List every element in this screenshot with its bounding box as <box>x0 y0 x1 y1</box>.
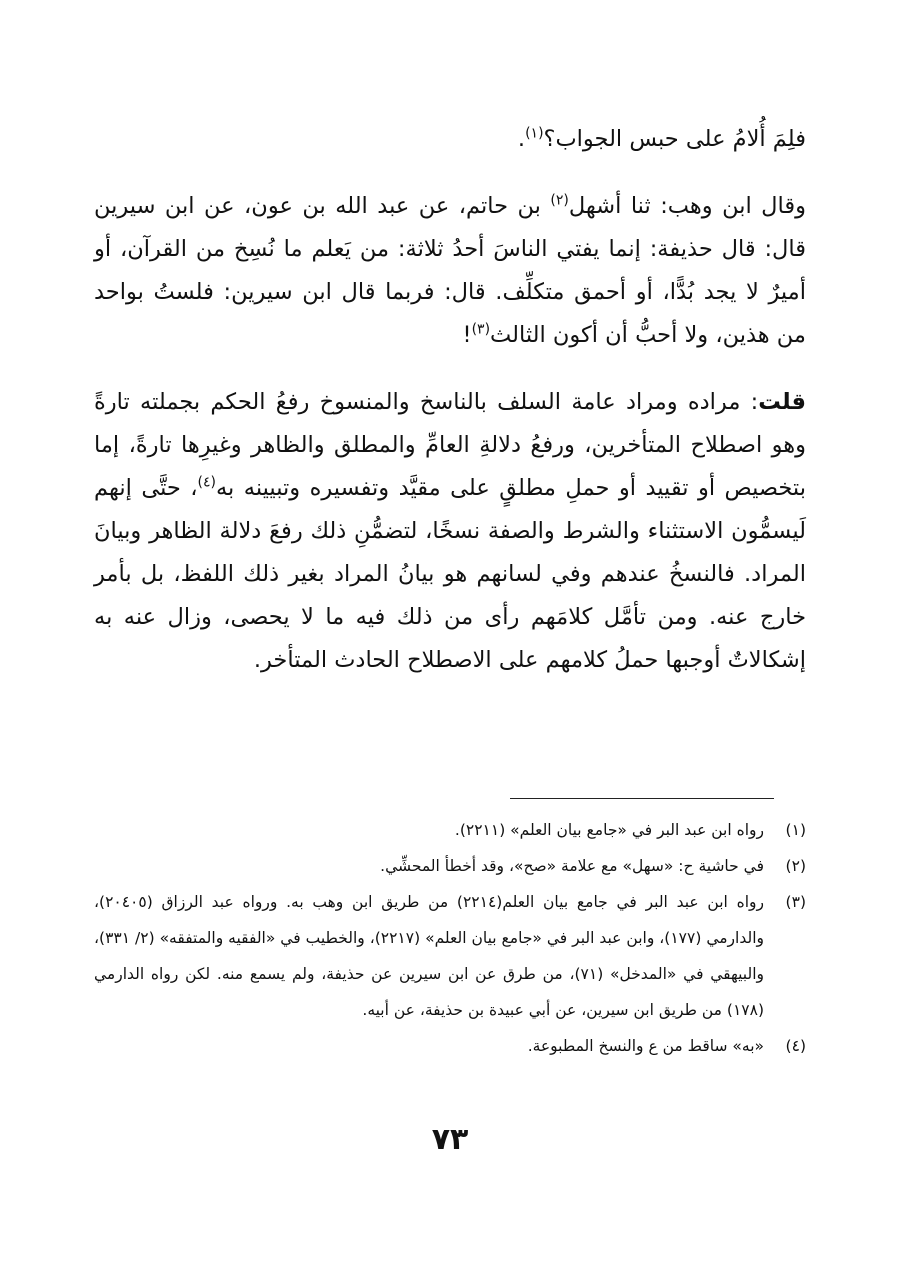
paragraph-2-text-a: وقال ابن وهب: ثنا أشهل <box>568 193 806 219</box>
footnote-text: «به» ساقط من ع والنسخ المطبوعة. <box>527 1037 764 1055</box>
paragraph-1-text: فلِمَ أُلامُ على حبس الجواب؟ <box>543 126 806 152</box>
footnote-number: (٢) <box>785 857 806 875</box>
paragraph-3 <box>94 381 806 682</box>
paragraph-2 <box>94 185 806 357</box>
footnote-number: (٣) <box>785 893 806 911</box>
paragraph-1-end: . <box>517 126 526 152</box>
footnote-text: رواه ابن عبد البر في جامع بيان العلم(٢٢١٤) من طريق ابن وهب به. ورواه عبد الرزاق (٢٠٤٠٥)، والدارمي (١٧٧)، وابن عبد البر في «جامع بيان العلم» (٢٢١٧)، والخطيب في «الفقيه والمتفقه» (٢/ ٣٣١)، والبيهقي في «المدخل» (٧١)، من طرق عن ابن سيرين عن حذيفة، ولم يسمع منه. لكن رواه الدارمي (١٧٨) من طريق ابن سيرين، عن أبي عبيدة بن حذيفة، عن أبيه. <box>94 893 765 1019</box>
page-number: ٧٣ <box>431 1122 469 1157</box>
footnote-ref-1: (١) <box>525 125 544 142</box>
footnote-ref-3: (٣) <box>471 321 491 338</box>
footnote-separator <box>510 798 774 799</box>
footnote-number: (٤) <box>785 1037 806 1055</box>
paragraph-2-text-b: بن حاتم، عن عبد الله بن عون، عن ابن سيرين قال: قال حذيفة: إنما يفتي الناسَ أحدُ ثلاثة: من يَعلم ما نُسِخ من القرآن، أو أميرٌ لا يجد بُدًّا، أو أحمق متكلِّف. قال: فربما قال ابن سيرين: فلستُ بواحد من هذين، ولا أحبُّ أن أكون الثالث <box>94 193 806 348</box>
paragraph-3-text-a: : مراده ومراد عامة السلف بالناسخ والمنسوخ رفعُ الحكم بجملته تارةً وهو اصطلاح المتأخرين، ورفعُ دلالةِ العامِّ والمطلق والظاهر وغيرِها تارةً، إما بتخصيص أو تقييد أو حملِ مطلقٍ على مقيَّد وتفسيره وتبيينه به <box>94 389 806 501</box>
footnote-item <box>94 1028 806 1064</box>
footnote-item <box>94 884 806 1028</box>
paragraph-1 <box>94 118 806 161</box>
footnote-item <box>94 848 806 884</box>
main-text <box>94 118 806 706</box>
qultu-label: قلت <box>758 389 806 415</box>
paragraph-3-text-b: ، حتَّى إنهم لَيسمُّون الاستثناء والشرط والصفة نسخًا، لتضمُّنِ ذلك رفعَ دلالة الظاهر وبيانَ المراد. فالنسخُ عندهم وفي لسانهم هو بيانُ المراد بغير ذلك اللفظ، بل بأمر خارج عنه. ومن تأمَّل كلامَهم رأى من ذلك فيه ما لا يحصى، وزال عنه به إشكالاتٌ أوجبها حملُ كلامهم على الاصطلاح الحادث المتأخر. <box>94 475 806 673</box>
footnotes <box>94 812 806 1064</box>
footnote-number: (١) <box>785 821 806 839</box>
paragraph-2-end: ! <box>462 322 472 348</box>
footnote-text: رواه ابن عبد البر في «جامع بيان العلم» (٢٢١١). <box>454 821 764 839</box>
footnote-item <box>94 812 806 848</box>
footnote-ref-4: (٤) <box>197 474 216 491</box>
footnote-text: في حاشية ح: «سهل» مع علامة «صح»، وقد أخطأ المحشِّي. <box>380 857 764 875</box>
footnote-ref-2: (٢) <box>550 192 569 209</box>
